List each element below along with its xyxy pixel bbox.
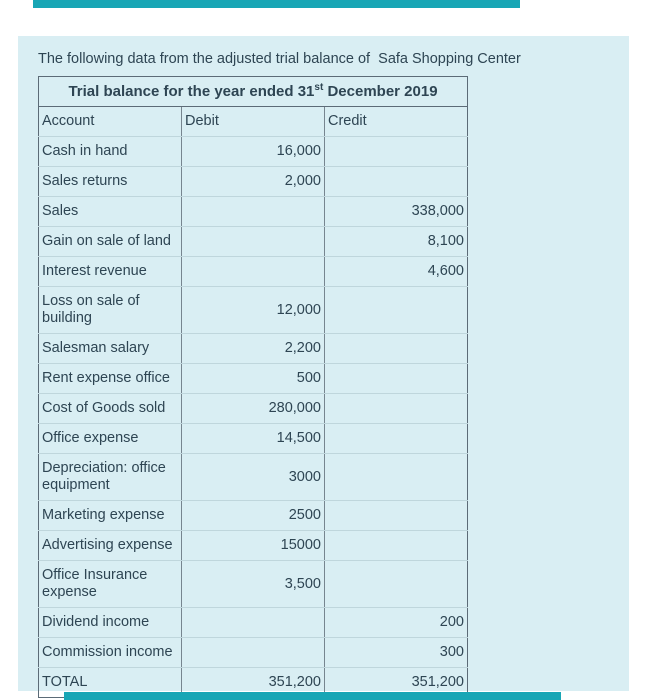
debit-cell: 12,000 xyxy=(182,287,325,334)
debit-cell xyxy=(182,197,325,227)
account-cell: Salesman salary xyxy=(39,334,182,364)
account-cell: Commission income xyxy=(39,638,182,668)
table-row xyxy=(39,394,468,424)
intro-text: The following data from the adjusted trial balance of Safa Shopping Center xyxy=(38,51,521,67)
column-header-credit: Credit xyxy=(325,107,468,137)
table-row xyxy=(39,287,468,334)
account-cell: Interest revenue xyxy=(39,257,182,287)
table-row xyxy=(39,531,468,561)
debit-cell: 2500 xyxy=(182,501,325,531)
table-title-row xyxy=(39,77,468,107)
debit-cell xyxy=(182,638,325,668)
table-row xyxy=(39,227,468,257)
credit-cell: 338,000 xyxy=(325,197,468,227)
debit-cell: 16,000 xyxy=(182,137,325,167)
debit-cell xyxy=(182,608,325,638)
credit-cell xyxy=(325,137,468,167)
account-cell: Cash in hand xyxy=(39,137,182,167)
table-row xyxy=(39,501,468,531)
credit-cell xyxy=(325,501,468,531)
account-cell: Cost of Goods sold xyxy=(39,394,182,424)
table-row xyxy=(39,608,468,638)
table-row xyxy=(39,561,468,608)
table-row xyxy=(39,257,468,287)
table-row xyxy=(39,334,468,364)
credit-cell xyxy=(325,454,468,501)
account-cell: Sales returns xyxy=(39,167,182,197)
credit-cell: 200 xyxy=(325,608,468,638)
credit-cell xyxy=(325,334,468,364)
credit-cell xyxy=(325,531,468,561)
content-panel xyxy=(18,36,629,691)
debit-cell: 2,000 xyxy=(182,167,325,197)
account-cell: Office expense xyxy=(39,424,182,454)
table-row xyxy=(39,197,468,227)
table-row xyxy=(39,137,468,167)
account-cell: Office Insurance expense xyxy=(39,561,182,608)
debit-cell: 3000 xyxy=(182,454,325,501)
table-row xyxy=(39,638,468,668)
account-cell: Dividend income xyxy=(39,608,182,638)
account-cell: Depreciation: office equipment xyxy=(39,454,182,501)
table-title-suffix: December 2019 xyxy=(323,83,438,100)
credit-cell xyxy=(325,394,468,424)
debit-cell: 2,200 xyxy=(182,334,325,364)
credit-cell: 351,200 xyxy=(325,668,468,698)
table-row xyxy=(39,454,468,501)
credit-cell xyxy=(325,287,468,334)
table-row xyxy=(39,167,468,197)
table-body xyxy=(39,137,468,698)
bottom-accent-bar xyxy=(64,692,561,700)
trial-balance-table xyxy=(38,76,468,698)
debit-cell: 14,500 xyxy=(182,424,325,454)
table-row xyxy=(39,364,468,394)
debit-cell: 3,500 xyxy=(182,561,325,608)
account-cell: Loss on sale of building xyxy=(39,287,182,334)
debit-cell: 500 xyxy=(182,364,325,394)
account-cell: TOTAL xyxy=(42,674,88,690)
account-cell: Marketing expense xyxy=(39,501,182,531)
table-title xyxy=(39,77,468,107)
ordinal-superscript: st xyxy=(314,82,324,93)
account-cell: Rent expense office xyxy=(39,364,182,394)
credit-cell xyxy=(325,561,468,608)
debit-cell: 351,200 xyxy=(182,668,325,698)
credit-cell xyxy=(325,424,468,454)
debit-cell: 280,000 xyxy=(182,394,325,424)
column-header-debit: Debit xyxy=(182,107,325,137)
debit-cell xyxy=(182,257,325,287)
account-cell: Sales xyxy=(39,197,182,227)
column-header-account: Account xyxy=(39,107,182,137)
debit-cell xyxy=(182,227,325,257)
account-cell: Advertising expense xyxy=(39,531,182,561)
column-header-row xyxy=(39,107,468,137)
credit-cell: 300 xyxy=(325,638,468,668)
credit-cell xyxy=(325,364,468,394)
credit-cell: 8,100 xyxy=(325,227,468,257)
table-title-prefix: Trial balance for the year ended 31 xyxy=(68,83,315,100)
table-row xyxy=(39,424,468,454)
debit-cell: 15000 xyxy=(182,531,325,561)
top-accent-bar xyxy=(33,0,520,8)
account-cell: Gain on sale of land xyxy=(39,227,182,257)
credit-cell xyxy=(325,167,468,197)
credit-cell: 4,600 xyxy=(325,257,468,287)
